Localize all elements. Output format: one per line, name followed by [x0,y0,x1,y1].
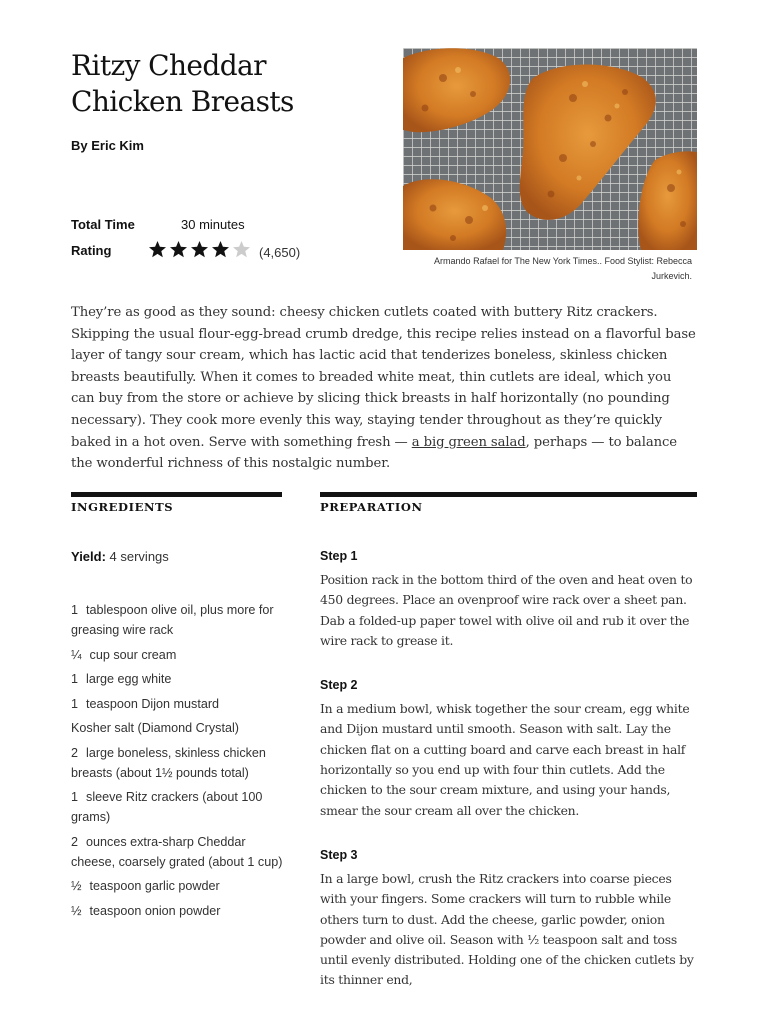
step-label: Step 3 [320,847,358,862]
byline [71,138,144,153]
rating-label: Rating [71,243,112,258]
step-label: Step 1 [320,549,358,563]
recipe-intro [71,302,697,475]
ingredient-text: ounces extra-sharp Cheddar cheese, coarsely grated (about 1 cup) [71,834,283,869]
ingredient-text: cup sour cream [89,647,177,662]
ingredient-quantity: 2 [71,745,79,760]
author-link[interactable]: Eric Kim [91,138,144,153]
ingredient-text: large egg white [86,672,172,686]
ingredient-list [71,600,286,925]
ingredient-text: teaspoon onion powder [89,903,221,918]
preparation-step [320,677,700,821]
preparation-heading: PREPARATION [320,500,423,514]
total-time-value: 30 minutes [181,217,245,232]
intro-text-end: , perhaps — to balance the wonderful richness of this nostalgic number. [71,434,677,472]
preparation-step [320,847,700,991]
ingredient-item [71,645,286,665]
ingredient-item [71,718,286,738]
ingredient-quantity: ½ [71,903,82,918]
star-filled-icon[interactable] [190,240,209,259]
ingredient-item [71,694,286,714]
ingredient-item [71,743,286,783]
step-label: Step 2 [320,678,358,693]
chicken-cutlets-image [403,48,697,250]
star-filled-icon[interactable] [211,240,230,259]
star-empty-icon[interactable] [232,240,251,259]
star-filled-icon[interactable] [148,240,167,259]
ingredient-quantity: ¼ [71,647,82,662]
ingredient-quantity: ½ [71,879,82,893]
recipe-photo [403,48,697,250]
yield [71,549,169,564]
intro-text: They’re as good as they sound: cheesy chicken cutlets coated with buttery Ritz crackers. Skipping the usual flour-egg-bread crumb dredge, this recipe relies instead on a flavorful base layer of tangy sour cream, which has lactic acid that tenderizes boneless, skinless chicken breasts beautifully. When it comes to breaded white meat, thin cutlets are ideal, which you can buy from the store or achieve by slicing thick breasts in half horizontally (no pounding necessary). They cook more evenly this way, staying tender throughout as they’re quickly baked in a hot oven. Serve with something fresh — [71,305,696,450]
ingredient-text: sleeve Ritz crackers (about 100 grams) [71,790,263,824]
ingredient-text: tablespoon olive oil, plus more for greasing wire rack [71,603,274,637]
preparation-divider [320,492,697,497]
yield-label: Yield: [71,549,106,564]
ingredients-heading: INGREDIENTS [71,500,174,514]
salad-recipe-link[interactable]: a big green salad [411,434,526,450]
ingredient-quantity: 1 [71,790,79,804]
ingredients-divider [71,492,282,497]
star-filled-icon[interactable] [169,240,188,259]
ingredient-text: teaspoon garlic powder [89,879,220,893]
ingredient-quantity: 1 [71,672,79,686]
byline-prefix: By [71,138,92,153]
step-text: In a medium bowl, whisk together the sour cream, egg white and Dijon mustard until smooth. Season with salt. Lay the chicken flat on a cutting board and carve each breast in half horizontally so you end up with four thin cutlets. Add the chicken to the sour cream mixture, and using your hands, smear the sour cream all over the chicken. [320,701,690,818]
ingredient-text: teaspoon Dijon mustard [86,696,220,711]
ingredient-quantity: 1 [71,696,79,711]
ingredient-item [71,787,286,827]
yield-value: 4 servings [105,549,169,564]
preparation-steps [320,548,700,1017]
ingredient-text: Kosher salt (Diamond Crystal) [71,721,239,735]
ingredient-quantity: 1 [71,603,79,617]
recipe-title: Ritzy Cheddar Chicken Breasts [71,49,294,118]
ingredient-item [71,901,286,921]
rating-stars[interactable] [148,240,251,259]
ingredient-item [71,832,286,872]
step-text: In a large bowl, crush the Ritz crackers into coarse pieces with your fingers. Some crackers will turn to rubble while others turn to dust. Add the cheese, garlic powder, onion powder and olive oil. Season with ½ teaspoon salt and toss until evenly distributed. Holding one of the chicken cutlets by its thinner end, [320,870,694,988]
ingredient-quantity: 2 [71,834,79,849]
ingredient-item [71,669,286,689]
total-time-label: Total Time [71,217,135,232]
photo-credit: Armando Rafael for The New York Times.. Food Stylist: Rebecca Jurkevich. [434,256,692,281]
rating-count[interactable]: (4,650) [259,245,301,260]
ingredient-text: large boneless, skinless chicken breasts (about 1½ pounds total) [71,745,266,780]
ingredient-item [71,876,286,896]
ingredient-item [71,600,286,640]
total-time-row [71,217,245,232]
step-text: Position rack in the bottom third of the oven and heat oven to 450 degrees. Place an ovenproof wire rack over a sheet pan. Dab a folded-up paper towel with olive oil and rub it over the wire rack to grease it. [320,572,693,648]
preparation-step [320,548,700,651]
